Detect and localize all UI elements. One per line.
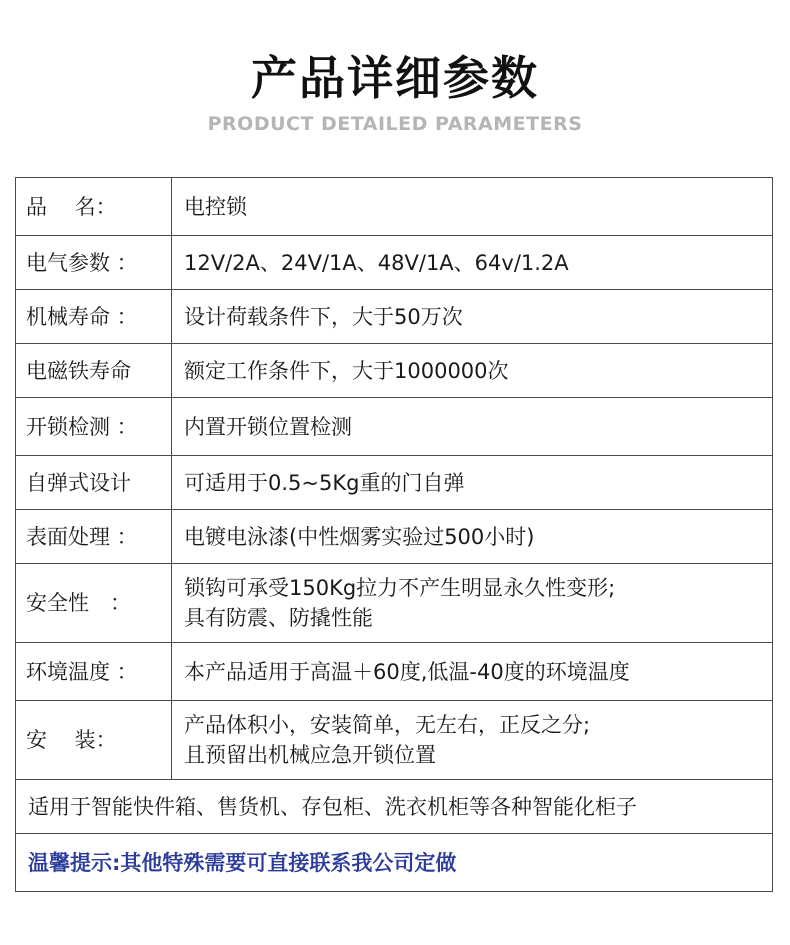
value-line: 可适用于0.5~5Kg重的门自弹	[184, 470, 465, 495]
row-value-install	[172, 701, 773, 780]
application-row: 适用于智能快件箱、售货机、存包柜、洗衣机柜等各种智能化柜子	[16, 780, 773, 834]
table-row	[16, 564, 773, 643]
page-subtitle: PRODUCT DETAILED PARAMETERS	[207, 113, 583, 135]
table-row	[16, 236, 773, 290]
row-label-unlock-detect: 开锁检测 ：	[16, 398, 172, 456]
table-row	[16, 701, 773, 780]
row-label-environment: 环境温度 ：	[16, 643, 172, 701]
table-row	[16, 780, 773, 834]
row-value-electrical	[172, 236, 773, 290]
row-value-mechanical-life	[172, 290, 773, 344]
row-value-magnet-life	[172, 344, 773, 398]
row-label-electrical: 电气参数 ：	[16, 236, 172, 290]
table-row	[16, 456, 773, 510]
row-value-safety	[172, 564, 773, 643]
row-value-name	[172, 178, 773, 236]
value-line: 电镀电泳漆(中性烟雾实验过500小时)	[184, 524, 535, 549]
table-row	[16, 398, 773, 456]
row-label-mechanical-life: 机械寿命 ：	[16, 290, 172, 344]
row-value-environment	[172, 643, 773, 701]
value-line: 电控锁	[184, 194, 247, 219]
table-row	[16, 643, 773, 701]
table-row	[16, 834, 773, 892]
row-label-surface: 表面处理 ：	[16, 510, 172, 564]
parameters-table	[15, 177, 773, 892]
row-label-self-eject: 自弹式设计	[16, 456, 172, 510]
custom-order-note: 温馨提示:其他特殊需要可直接联系我公司定做	[16, 834, 773, 892]
table-row	[16, 344, 773, 398]
value-line: 产品体积小，安装简单，无左右，正反之分;	[184, 713, 591, 737]
row-value-self-eject	[172, 456, 773, 510]
value-line: 12V/2A、24V/1A、48V/1A、64v/1.2A	[184, 250, 569, 275]
table-row	[16, 290, 773, 344]
row-label-install: 安 装：	[16, 701, 172, 780]
row-label-safety: 安全性 ：	[16, 564, 172, 643]
row-label-name: 品 名：	[16, 178, 172, 236]
value-line: 且预留出机械应急开锁位置	[184, 743, 436, 767]
value-line: 内置开锁位置检测	[184, 414, 352, 439]
page-title: 产品详细参数	[251, 51, 539, 105]
row-value-surface	[172, 510, 773, 564]
table-row	[16, 178, 773, 236]
table-row	[16, 510, 773, 564]
row-label-magnet-life: 电磁铁寿命	[16, 344, 172, 398]
value-line: 锁钩可承受150Kg拉力不产生明显永久性变形;	[184, 576, 616, 600]
value-line: 具有防震、防撬性能	[184, 606, 373, 630]
value-line: 本产品适用于高温＋60度,低温-40度的环境温度	[184, 659, 630, 684]
row-value-unlock-detect	[172, 398, 773, 456]
value-line: 设计荷载条件下，大于50万次	[184, 304, 463, 329]
value-line: 额定工作条件下，大于1000000次	[184, 358, 509, 383]
